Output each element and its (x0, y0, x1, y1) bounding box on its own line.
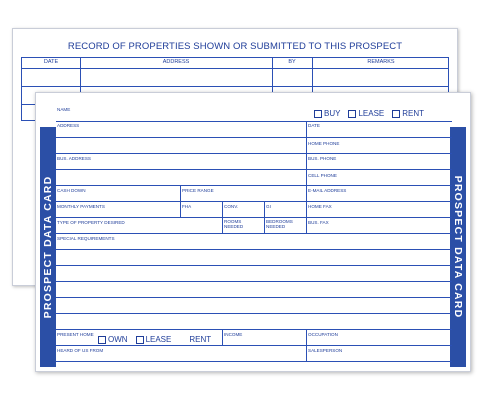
form-divider (180, 185, 181, 217)
form-line (56, 153, 452, 154)
label-bedrooms: BEDROOMS (266, 219, 293, 224)
label-monthly-payments: MONTHLY PAYMENTS (57, 204, 105, 209)
right-title-band (450, 127, 466, 367)
own-lease-rent-options (98, 335, 219, 344)
label-occupation: OCCUPATION (308, 332, 338, 337)
form-line (56, 169, 452, 170)
form-line (56, 313, 452, 314)
prospect-form (56, 103, 452, 368)
form-line (56, 137, 306, 138)
form-divider (264, 201, 265, 233)
band-title-left: PROSPECT DATA CARD (42, 175, 54, 319)
form-line (56, 345, 452, 346)
present-lease-label: LEASE (145, 335, 172, 344)
form-line (56, 297, 452, 298)
label-address: ADDRESS (57, 123, 80, 128)
form-line (56, 185, 452, 186)
label-rooms-needed: NEEDED (224, 224, 244, 229)
label-home-phone: HOME PHONE (308, 141, 340, 146)
present-rent-label: RENT (189, 335, 212, 344)
label-bus-address: BUS. ADDRESS (57, 156, 91, 161)
form-line (56, 281, 452, 282)
label-name: NAME (57, 107, 71, 112)
table-row (22, 86, 448, 87)
form-divider (222, 329, 223, 345)
band-title-right: PROSPECT DATA CARD (452, 175, 464, 319)
buy-label: BUY (324, 109, 341, 118)
label-rooms: ROOMS (224, 219, 242, 224)
form-divider (306, 329, 307, 361)
label-type-desired: TYPE OF PROPERTY DESIRED (57, 220, 125, 225)
own-label: OWN (108, 335, 128, 344)
lease-label: LEASE (358, 109, 385, 118)
label-bus-phone: BUS. PHONE (308, 156, 337, 161)
label-salesperson: SALESPERSON (308, 348, 343, 353)
column-address: ADDRESS (162, 59, 190, 65)
left-title-band (40, 127, 56, 367)
back-card-title: RECORD OF PROPERTIES SHOWN OR SUBMITTED TO THIS PROSPECT (67, 41, 403, 52)
label-heard-of-us: HEARD OF US FROM (57, 348, 104, 353)
label-date: DATE (308, 123, 320, 128)
buy-lease-rent-options (314, 109, 432, 118)
front-card (35, 92, 471, 372)
label-bus-fax: BUS. FAX (308, 220, 329, 225)
column-date: DATE (43, 59, 59, 65)
label-present-home: PRESENT HOME (57, 332, 94, 337)
lease-checkbox[interactable] (348, 110, 356, 118)
rent-label: RENT (402, 109, 425, 118)
form-divider (306, 121, 307, 233)
form-line (306, 137, 452, 138)
form-line (56, 121, 452, 122)
form-line (56, 361, 452, 362)
form-line (56, 249, 452, 250)
present-lease-checkbox[interactable] (136, 336, 144, 344)
label-cell-phone: CELL PHONE (308, 173, 337, 178)
own-checkbox[interactable] (98, 336, 106, 344)
column-remarks: REMARKS (367, 59, 395, 65)
label-gi: GI (266, 204, 271, 209)
label-fha: FHA (182, 204, 192, 209)
form-line (56, 265, 452, 266)
column-by: BY (288, 59, 296, 65)
form-line (56, 329, 452, 330)
label-cash-down: CASH DOWN (57, 188, 86, 193)
rent-checkbox[interactable] (392, 110, 400, 118)
label-special-requirements: SPECIAL REQUIREMENTS (57, 236, 115, 241)
label-income: INCOME (224, 332, 243, 337)
label-bedrooms-needed: NEEDED (266, 224, 286, 229)
form-line (56, 201, 452, 202)
label-home-fax: HOME FAX (308, 204, 332, 209)
buy-checkbox[interactable] (314, 110, 322, 118)
properties-table-header (22, 58, 448, 69)
label-email: E-MAIL ADDRESS (308, 188, 347, 193)
label-conv: CONV. (224, 204, 239, 209)
label-price-range: PRICE RANGE (182, 188, 214, 193)
form-line (56, 233, 452, 234)
form-divider (222, 201, 223, 233)
form-line (56, 217, 452, 218)
